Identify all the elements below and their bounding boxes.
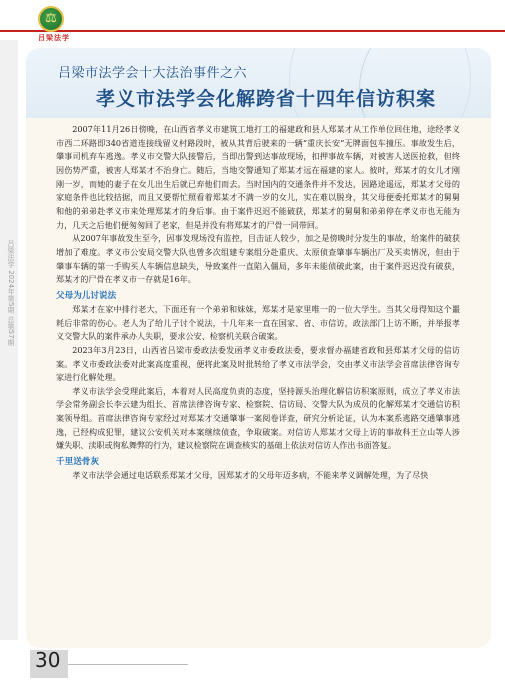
header-divider (0, 30, 505, 32)
journal-issue-label: 吕梁法学 2024年第5期 总第57期 (7, 240, 15, 346)
paragraph: 2023年3月23日，山西省吕梁市委政法委发函孝义市委政法委，要求督办福建省政和县郑某才父母的信访案。孝义市委政法委对此案高度重视，便将此案及时批转给了孝义市法学会，交由孝义市法学会首席法律咨询专家进行化解处理。 (56, 344, 460, 383)
paragraph: 从2007年事故发生至今，因事发现场没有监控，目击证人较少，加之是傍晚时分发生的事故，给案件的破获增加了难度。孝义市公安局交警大队也曾多次组建专案组分赴重庆、太原侦查肇事车辆出厂及买卖情况，但由于肇事车辆的第一手购买人车辆信息缺失，导致案件一直陷入僵局，多年未能侦破此案，由于案件迟迟没有破获，郑某才的尸骨在孝义市一存就是16年。 (56, 233, 460, 285)
paragraph: 郑某才在家中排行老大，下面还有一个弟弟和妹妹，郑某才是家里唯一的一位大学生。当其父母得知这个噩耗后非常的伤心。老人为了给儿子讨个说法，十几年来一直在国家、省、市信访，政法部门上访不断，并举报孝义交警大队的案件承办人失职，要求公安、检察机关联合破案。 (56, 303, 460, 342)
series-title: 吕梁市法学会十大法治事件之六 (58, 66, 248, 81)
section-heading: 千里送骨灰 (56, 457, 99, 468)
article-body (56, 123, 460, 483)
paragraph: 孝义市法学会通过电话联系郑某才父母，因郑某才的父母年迈多病，不能来孝义调解处理，为了尽快 (72, 470, 429, 481)
journal-logo-icon: ⚖ (38, 6, 64, 32)
journal-brand: 吕梁法学 (38, 34, 70, 42)
header-bar (0, 0, 505, 40)
footer-rule (68, 664, 188, 665)
section-heading: 父母为儿讨说法 (56, 290, 117, 301)
paragraph: 孝义市法学会受理此案后，本着对人民高度负责的态度，坚持源头治理化解信访积案原则，成立了孝义市法学会常务副会长李云建为组长、首席法律咨询专家、检察院、信访局、交警大队为成员的化解郑某才交通信访积案领导组。首席法律咨询专家经过对郑某才交通肇事一案阅卷详查，研究分析论证，认为本案系逃路交通肇事逃逸，已经构成犯罪，建议公安机关对本案继续侦查，争取破案。对信访人郑某才父母上访的事故科王立山等人涉嫌失职、渎职或徇私舞弊的行为，建议检察院在调查核实的基础上依法对信访人作出书面答复。 (56, 385, 460, 451)
page-number: 30 (35, 648, 61, 672)
paragraph: 2007年11月26日傍晚，在山西省孝义市建筑工地打工的福建政和县人郑某才从工作单位回住地，途经孝义市西二环路即340省道连接线留义村路段时，被从其背后驶来的一辆“重庆长安”无牌面包车撞压。事故发生后，肇事司机弃车逃逸。孝义市交警大队接警后，当即出警到达事故现场，扣押事故车辆，对被害人送医抢救，但终因伤势严重，被害人郑某才不治身亡。随后，当地交警通知了郑某才远在福建的家人。彼时，郑某才的女儿才刚刚一岁，而她的妻子在女儿出生后就已弃他们而去。当时国内的交通条件并不发达，因路途遥远，郑某才父母的家庭条件也比较拮据，而且又要帮忙照看着郑某才不满一岁的女儿，实在难以脱身，其父母便委托郑某才的舅舅和他的弟弟赴孝义市来处理郑某才的身后事。由于案件迟迟不能破获，郑某才的舅舅和弟弟停在孝义市也无能为力，几天之后他们便匆匆回了老家，但是并没有将郑某才的尸骨一同带回。 (56, 124, 460, 230)
article-headline: 孝义市法学会化解跨省十四年信访积案 (96, 88, 437, 110)
